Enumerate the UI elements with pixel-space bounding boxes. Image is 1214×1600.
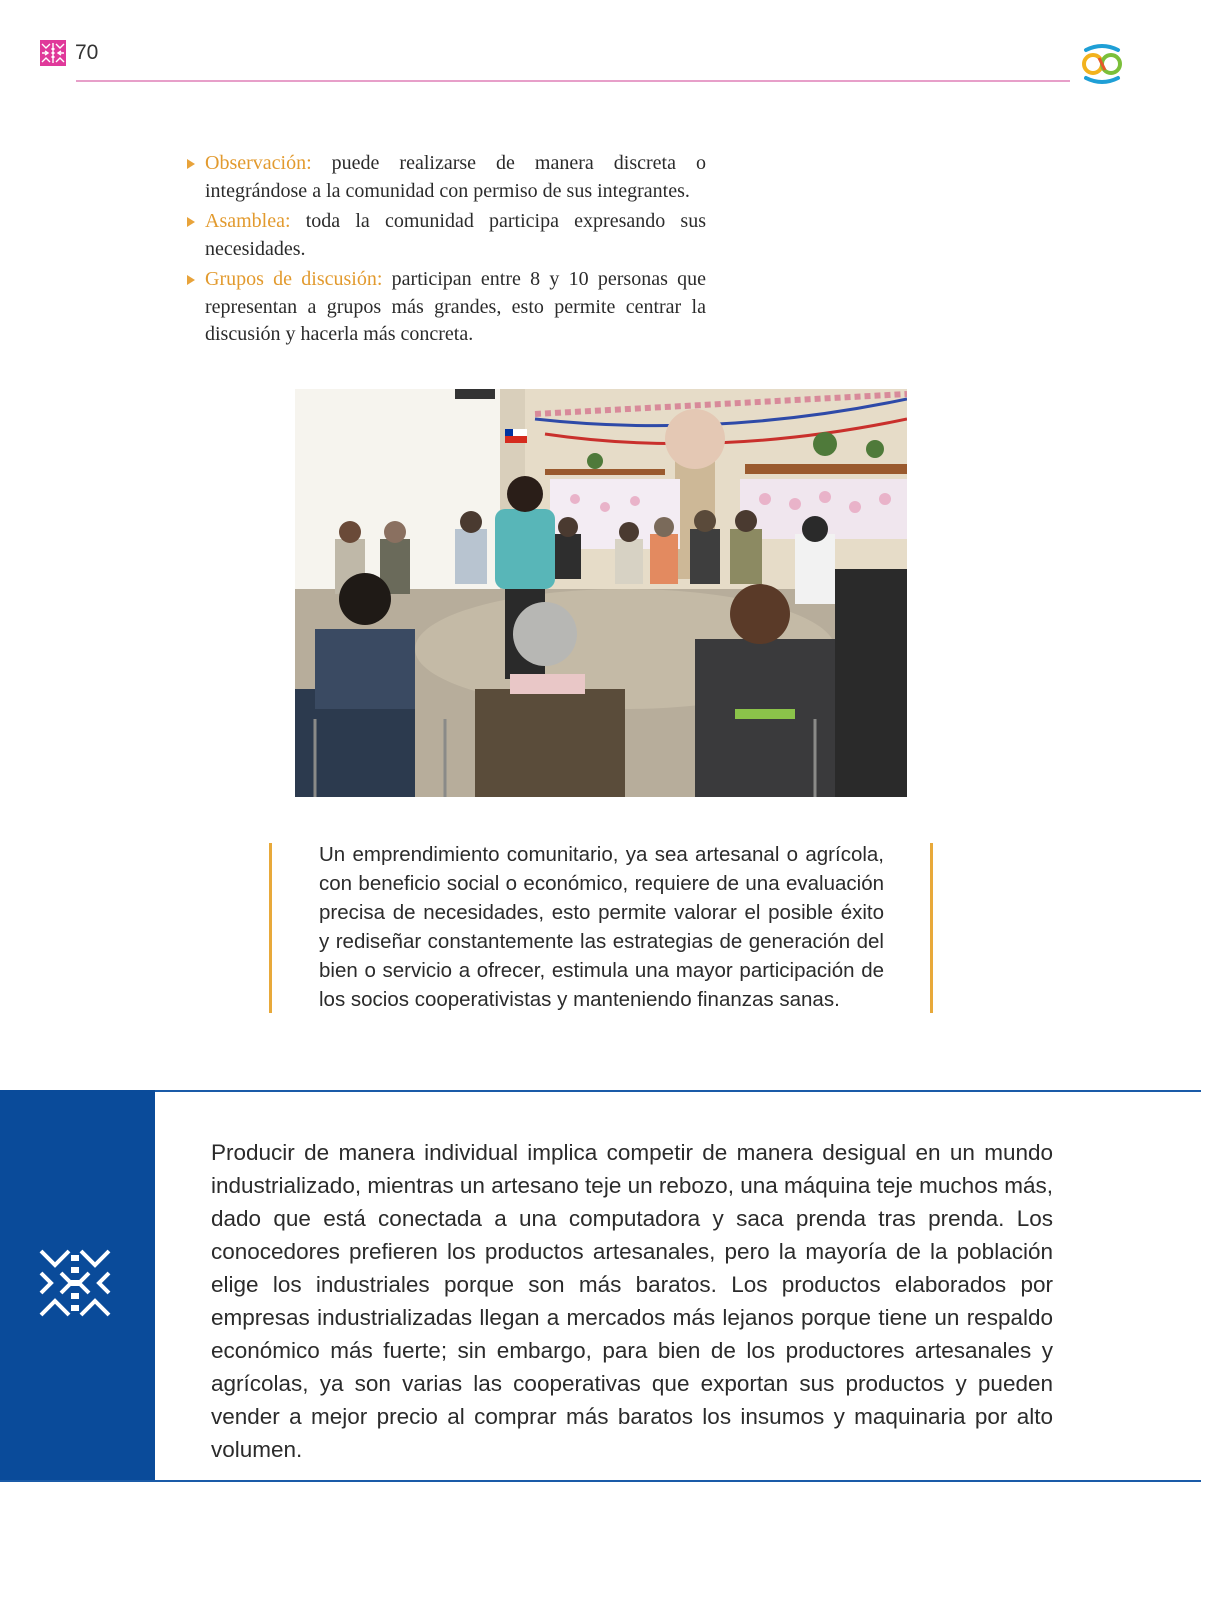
- bullet-arrow-icon: [187, 217, 195, 227]
- list-item: [186, 266, 706, 349]
- bullet-text: toda la comunidad participa expresando sus necesidades.: [205, 210, 706, 260]
- bullet-term: Grupos de discusión:: [205, 268, 383, 290]
- list-item: [186, 150, 706, 205]
- list-item: [186, 208, 706, 263]
- page-number: 70: [75, 41, 99, 64]
- bullet-arrow-icon: [187, 275, 195, 285]
- bullet-arrow-icon: [187, 159, 195, 169]
- bullet-term: Asamblea:: [205, 210, 291, 232]
- quote-text: Un emprendimiento comunitario, ya sea artesanal o agrícola, con beneficio social o económico, requiere de una evaluación precisa de necesidades, esto permite valorar el posible éxito y rediseñar constantemente las estrategias de generación del bien o servicio a ofrecer, estimula una mayor participación de los socios cooperativistas y manteniendo finanzas sanas.: [319, 843, 884, 1011]
- band-paragraph: Producir de manera individual implica competir de manera desigual en un mundo industrializado, mientras un artesano teje un rebozo, una máquina teje muchos más, dado que está conectada a una computadora y saca prenda tras prenda. Los conocedores prefieren los productos artesanales, pero la mayoría de la población elige los industriales porque son más baratos. Los productos elaborados por empresas industrializadas llegan a mercados más lejanos porque tiene un respaldo económico más fuerte; sin embargo, para bien de los productores artesanales y agrícolas, ya son varias las cooperativas que exportan sus productos y pueden vender a mejor precio al comprar más baratos los insumos y maquinaria por alto volumen.: [211, 1140, 1053, 1462]
- bullet-text: participan entre 8 y 10 personas que representan a grupos más grandes, esto permite centrar la discusión y hacerla más concreta.: [205, 268, 706, 345]
- white-textile-pattern-icon: [37, 1245, 113, 1321]
- quote-bar-left: [269, 843, 272, 1013]
- colorful-interlocking-rings-logo: [1078, 40, 1126, 88]
- quote-bar-right: [930, 843, 933, 1013]
- header-rule: [76, 80, 1070, 82]
- pink-textile-pattern-icon: [40, 40, 66, 66]
- band-rule-bottom: [0, 1480, 1201, 1482]
- bullet-term: Observación:: [205, 152, 312, 174]
- interview-methods-list: [186, 150, 706, 352]
- band-rule-top: [155, 1090, 1201, 1092]
- bullet-text: puede realizarse de manera discreta o integrándose a la comunidad con permiso de sus integrantes.: [205, 152, 706, 202]
- community-meeting-circle-photo: [295, 389, 907, 797]
